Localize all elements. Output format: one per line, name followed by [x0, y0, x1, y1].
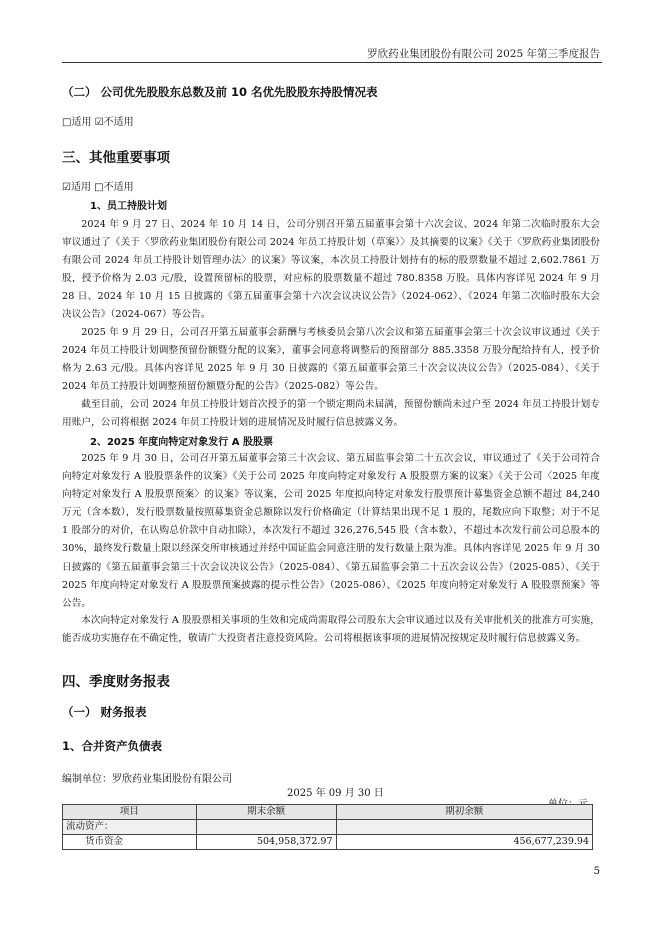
table-header-row [63, 805, 593, 820]
statement-date: 2025 年 09 月 30 日 [287, 788, 384, 799]
table-row [63, 835, 593, 850]
preferred-applicability-options: □适用 ☑不适用 [62, 117, 134, 128]
employee-stock-plan-heading: 1、员工持股计划 [90, 201, 167, 212]
row-item-cash: 货币资金 [63, 835, 197, 850]
header-beginning-balance: 期初余额 [336, 805, 593, 820]
employee-plan-paragraph-1: 2024 年 9 月 27 日、2024 年 10 月 14 日，公司分别召开第五届董事会第十六次会议、2024 年第二次临时股东大会审议通过了《关于〈罗欣药业集团股份有限公司 2024 年员工持股计划（草案）〉及其摘要的议案》《关于〈罗欣药业集团股份有限公司 2024 年员工持股计划管理办法〉的议案》等议案，本次员工持股计划持有的标的股票数量不超过 2,602.7861 万股，授予价格为 2.03 元/股，设置预留标的股票，对应标的股票数量不超过 780.8358 万股。具体内容详见 2024 年 9 月 28 日、2024 年 10 月 15 日披露的《第五届董事会第十六次会议决议公告》（2024-062）、《2024 年第二次临时股东大会决议公告》（2024-067）等公告。 [62, 219, 600, 321]
other-matters-applicability-options: ☑适用 □不适用 [62, 182, 134, 193]
empty-cell [196, 820, 336, 835]
header-ending-balance: 期末余额 [196, 805, 336, 820]
balance-sheet-heading: 1、合并资产负债表 [62, 739, 163, 753]
preferred-shareholders-heading: （二） 公司优先股股东总数及前 10 名优先股股东持股情况表 [62, 85, 378, 99]
empty-cell [336, 820, 593, 835]
financial-statements-subheading: （一） 财务报表 [62, 705, 147, 719]
employee-plan-paragraph-2: 2025 年 9 月 29 日，公司召开第五届董事会薪酬与考核委员会第八次会议和第五届董事会第三十次会议审议通过《关于 2024 年员工持股计划调整预留份额暨分配的议案》，董事会同意将调整后的预留部分 885.3358 万股分配给持有人，授予价格为 2.63 元/股。具体内容详见 2025 年 9 月 30 日披露的《第五届董事会第三十次会议决议公告》（2025-084）、《关于 2024 年员工持股计划调整预留份额暨分配的公告》（2025-082）等公告。 [62, 327, 600, 393]
preparer-company: 编制单位：罗欣药业集团股份有限公司 [62, 774, 232, 785]
share-issuance-heading: 2、2025 年度向特定对象发行 A 股股票 [90, 437, 273, 448]
header-rule [62, 62, 602, 63]
row-cash-ending: 504,958,372.97 [196, 835, 336, 850]
financial-statements-heading: 四、季度财务报表 [62, 674, 170, 690]
current-assets-label: 流动资产： [63, 820, 197, 835]
employee-plan-paragraph-3: 截至目前，公司 2024 年员工持股计划首次授予的第一个锁定期尚未届满，预留份额尚未过户至 2024 年员工持股计划专用账户，公司将根据 2024 年员工持股计划的进展情况及时履行信息披露义务。 [62, 399, 600, 429]
page-header: 罗欣药业集团股份有限公司 2025 年第三季度报告 [367, 48, 600, 60]
row-cash-beginning: 456,677,239.94 [336, 835, 593, 850]
share-issuance-paragraph-2: 本次向特定对象发行 A 股股票相关事项的生效和完成尚需取得公司股东大会审议通过以及有关审批机关的批准方可实施，能否成功实施存在不确定性，敬请广大投资者注意投资风险。公司将根据该事项的进展情况按规定及时履行信息披露义务。 [62, 615, 600, 645]
other-matters-heading: 三、其他重要事项 [62, 150, 170, 166]
share-issuance-paragraph-1: 2025 年 9 月 30 日，公司召开第五届董事会第三十次会议、第五届监事会第二十五次会议，审议通过了《关于公司符合向特定对象发行 A 股股票条件的议案》《关于公司 2025 年度向特定对象发行 A 股股票方案的议案》《关于公司〈2025 年度向特定对象发行 A 股股票预案〉的议案》等议案，公司 2025 年度拟向特定对象发行股票预计募集资金总额不超过 84,240 万元（含本数），发行股票数量按照募集资金总额除以发行价格确定（计算结果出现不足 1 股的，尾数应向下取整；对于不足 1 股部分的对价，在认购总价款中自动扣除），本次发行不超过 326,276,545 股（含本数），不超过本次发行前公司总股本的 30%，最终发行数量上限以经深交所审核通过并经中国证监会同意注册的发行数量上限为准。具体内容详见 2025 年 9 月 30 日披露的《第五届董事会第三十次会议决议公告》（2025-084）、《第五届监事会第二十五次会议公告》（2025-085）、《关于 2025 年度向特定对象发行 A 股股票预案披露的提示性公告》（2025-086）、《2025 年度向特定对象发行 A 股股票预案》等公告。 [62, 453, 600, 609]
page-number: 5 [593, 866, 600, 877]
header-item: 项目 [63, 805, 197, 820]
table-row [63, 820, 593, 835]
balance-sheet-table [62, 804, 593, 850]
